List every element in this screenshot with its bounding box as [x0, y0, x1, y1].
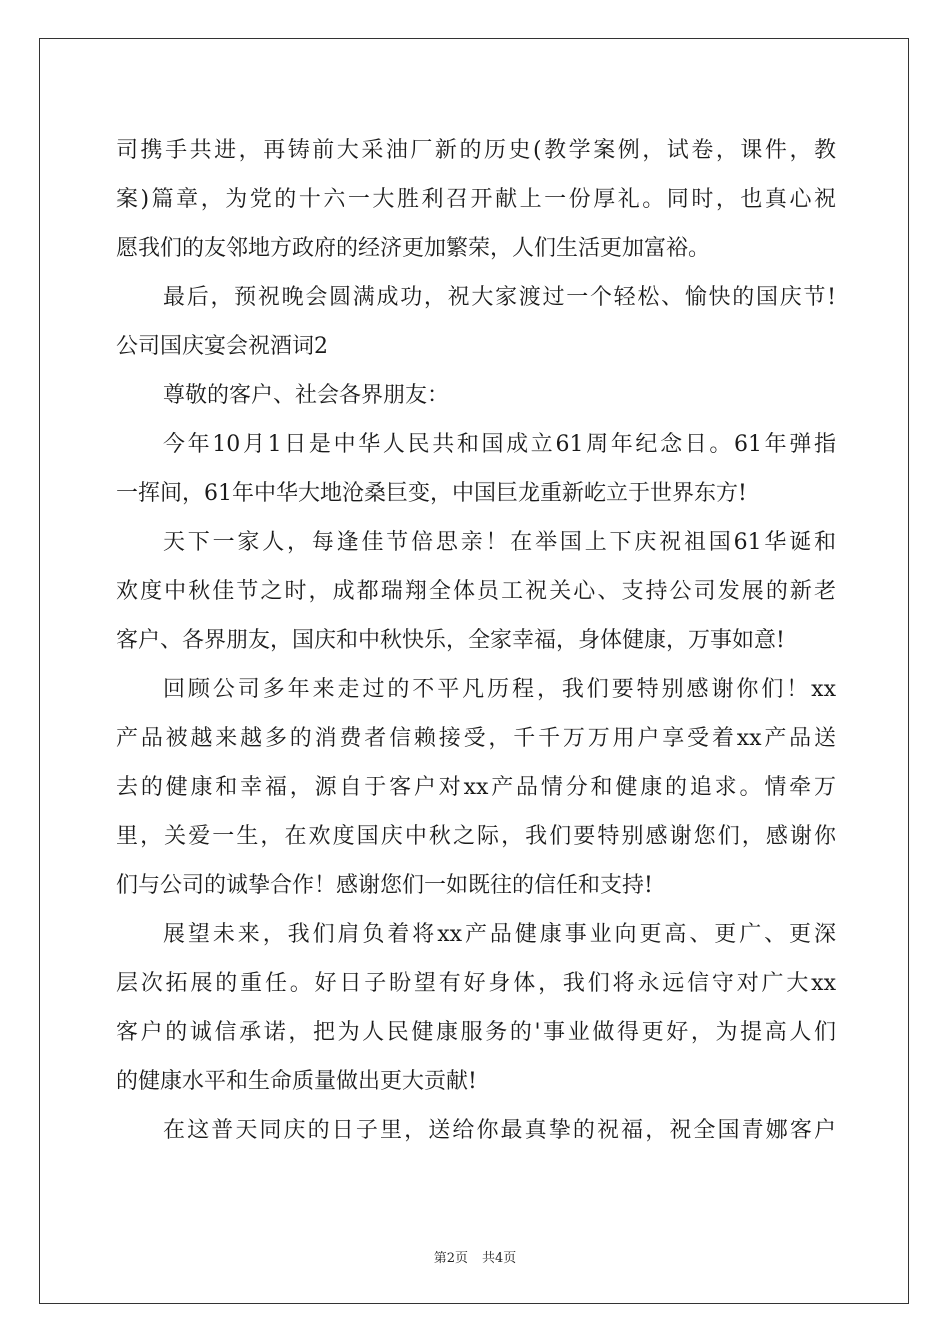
text-line: 的健康水平和生命质量做出更大贡献!	[116, 1069, 477, 1094]
text-line: 客户、各界朋友，国庆和中秋快乐，全家幸福，身体健康，万事如意!	[116, 628, 785, 653]
text-line: 里，关爱一生，在欢度国庆中秋之际，我们要特别感谢您们，感谢你	[116, 824, 836, 849]
text-line: 欢度中秋佳节之时，成都瑞翔全体员工祝关心、支持公司发展的新老	[116, 579, 836, 604]
text-line: 案)篇章，为党的十六一大胜利召开献上一份厚礼。同时，也真心祝	[116, 187, 836, 212]
section-title: 公司国庆宴会祝酒词2	[116, 334, 328, 359]
text-line: 产品被越来越多的消费者信赖接受，千千万万用户享受着xx产品送	[116, 726, 836, 751]
document-body	[116, 126, 836, 1155]
text-line: 层次拓展的重任。好日子盼望有好身体，我们将永远信守对广大xx	[116, 971, 836, 996]
text-line: 在这普天同庆的日子里，送给你最真挚的祝福，祝全国青娜客户	[163, 1118, 836, 1143]
text-line: 今年10月1日是中华人民共和国成立61周年纪念日。61年弹指	[163, 432, 836, 457]
text-line: 们与公司的诚挚合作！感谢您们一如既往的信任和支持!	[116, 873, 653, 898]
text-line: 回顾公司多年来走过的不平凡历程，我们要特别感谢你们！xx	[163, 677, 836, 702]
text-line: 展望未来，我们肩负着将xx产品健康事业向更高、更广、更深	[163, 922, 836, 947]
text-line: 愿我们的友邻地方政府的经济更加繁荣，人们生活更加富裕。	[116, 236, 711, 261]
salutation: 尊敬的客户、社会各界朋友：	[163, 383, 450, 408]
text-line: 一挥间，61年中华大地沧桑巨变，中国巨龙重新屹立于世界东方!	[116, 481, 747, 506]
page-total: 共4页	[482, 1251, 517, 1266]
text-line: 去的健康和幸福，源自于客户对xx产品情分和健康的追求。情牵万	[116, 775, 836, 800]
text-line: 天下一家人，每逢佳节倍思亲！在举国上下庆祝祖国61华诞和	[163, 530, 836, 555]
page-number: 第2页	[433, 1251, 468, 1266]
text-line: 司携手共进，再铸前大采油厂新的历史(教学案例，试卷，课件，教	[116, 138, 836, 163]
text-line: 最后，预祝晚会圆满成功，祝大家渡过一个轻松、愉快的国庆节!	[163, 285, 836, 310]
text-line: 客户的诚信承诺，把为人民健康服务的'事业做得更好，为提高人们	[116, 1020, 836, 1045]
page-footer	[0, 1247, 950, 1266]
